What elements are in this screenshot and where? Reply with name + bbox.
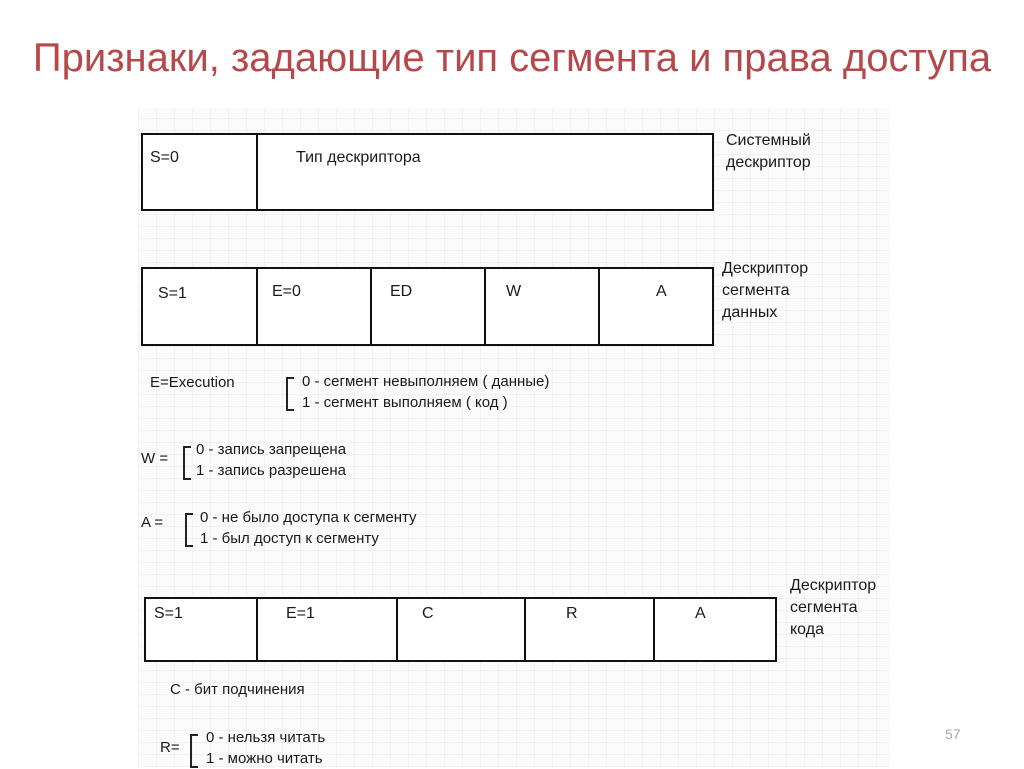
legend-option: 1 - сегмент выполняем ( код ) [302, 394, 508, 411]
brace-icon [183, 446, 191, 480]
brace-icon [190, 734, 198, 768]
label-line: Дескриптор [722, 260, 809, 277]
legend-option: 0 - запись запрещена [196, 441, 347, 458]
field-label: ED [390, 283, 413, 300]
field-label: Тип дескриптора [296, 149, 421, 166]
slide-title: Признаки, задающие тип сегмента и права доступа [32, 36, 992, 80]
label-line: данных [722, 304, 778, 321]
field-s [143, 135, 258, 209]
field-e [258, 599, 398, 660]
legend-name: R= [160, 739, 180, 756]
field-descriptor-type [258, 135, 712, 209]
data-segment-descriptor-label [722, 258, 808, 324]
field-label: W [506, 283, 522, 300]
legend-option: 0 - не было доступа к сегменту [200, 509, 417, 526]
field-label: E=0 [272, 283, 301, 300]
field-label: A [656, 283, 667, 300]
label-line: Системный [726, 132, 811, 149]
legend-option: 1 - можно читать [206, 750, 323, 767]
page-number: 57 [945, 726, 961, 742]
field-label: S=1 [154, 605, 183, 622]
legend-name: W = [141, 450, 169, 467]
field-s [143, 269, 258, 344]
legend-options [302, 371, 549, 413]
field-c [398, 599, 526, 660]
field-label: C [422, 605, 434, 622]
system-descriptor-label [726, 130, 811, 174]
field-r [526, 599, 655, 660]
label-line: Дескриптор [790, 577, 877, 594]
field-s [146, 599, 258, 660]
data-segment-descriptor-register [141, 267, 714, 346]
legend-name: A = [141, 514, 164, 531]
label-line: дескриптор [726, 154, 811, 171]
label-line: сегмента [790, 599, 858, 616]
field-label: E=1 [286, 605, 315, 622]
legend-option: 1 - был доступ к сегменту [200, 530, 379, 547]
legend-name: E=Execution [150, 374, 235, 391]
field-a [655, 599, 775, 660]
legend-options [206, 727, 325, 769]
code-segment-descriptor-register [144, 597, 777, 662]
legend-options [200, 507, 417, 549]
field-label: A [695, 605, 706, 622]
field-a [600, 269, 712, 344]
label-line: сегмента [722, 282, 790, 299]
legend-option: 0 - сегмент невыполняем ( данные) [302, 373, 550, 390]
legend-c: C - бит подчинения [170, 681, 305, 698]
field-label: R [566, 605, 578, 622]
legend-options [196, 439, 346, 481]
brace-icon [185, 513, 193, 547]
legend-option: 0 - нельзя читать [206, 729, 326, 746]
field-ed [372, 269, 486, 344]
field-label: S=0 [150, 149, 179, 166]
system-descriptor-register [141, 133, 714, 211]
brace-icon [286, 377, 294, 411]
descriptor-diagram [138, 108, 890, 767]
field-label: S=1 [158, 285, 187, 302]
label-line: кода [790, 621, 824, 638]
field-w [486, 269, 600, 344]
field-e [258, 269, 372, 344]
legend-option: 1 - запись разрешена [196, 462, 346, 479]
code-segment-descriptor-label [790, 575, 876, 641]
